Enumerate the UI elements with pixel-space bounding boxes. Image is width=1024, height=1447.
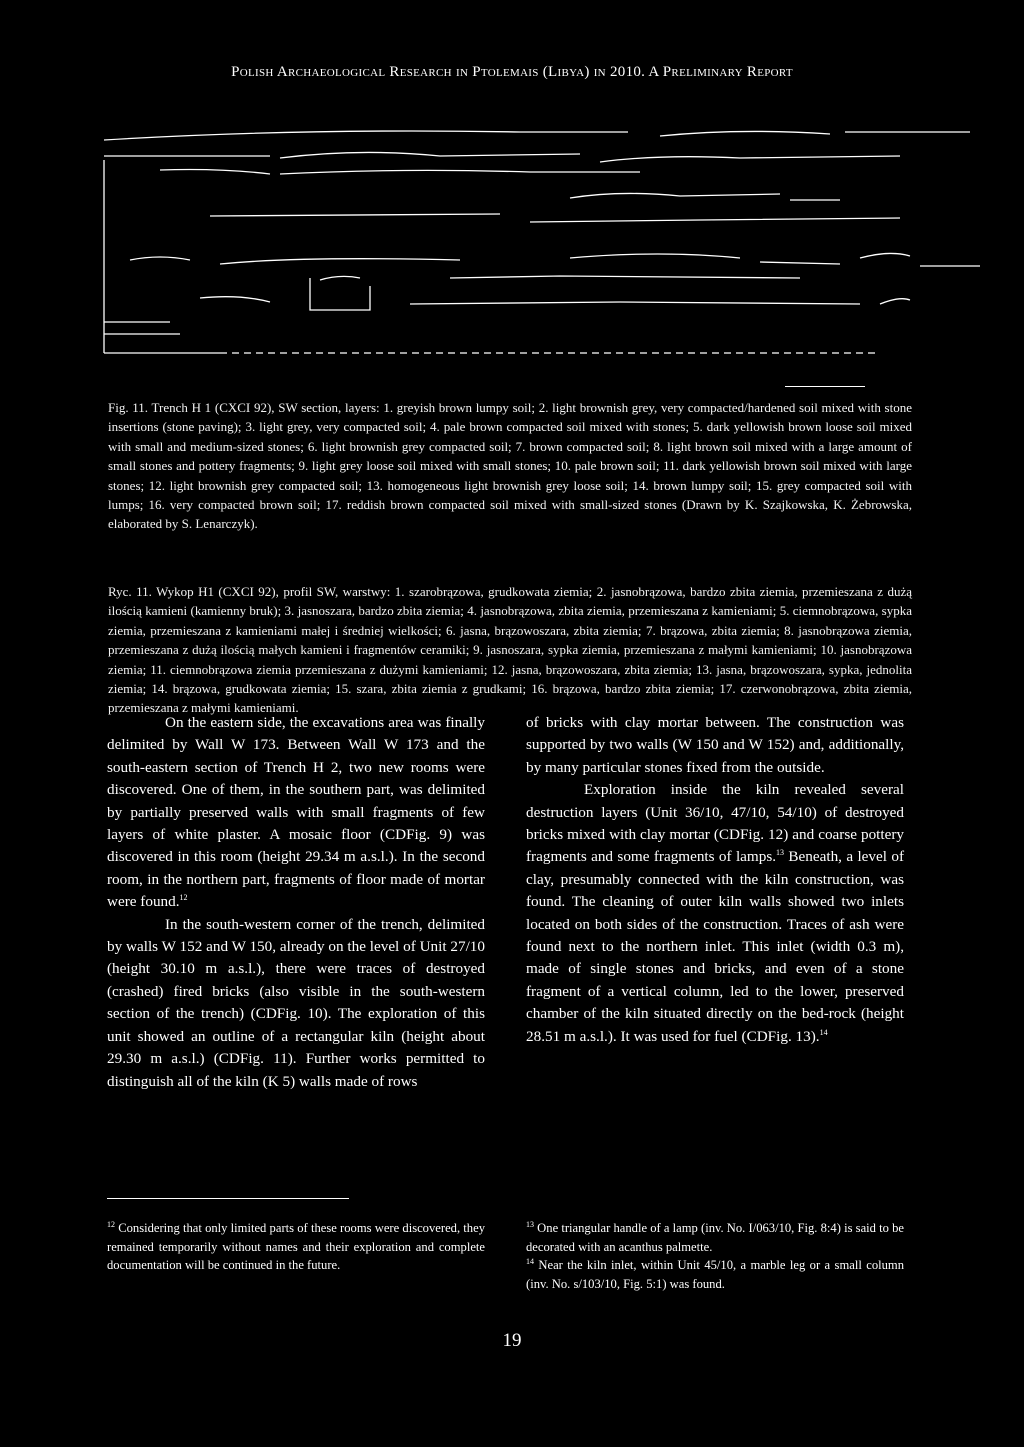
figure-caption-polish: Ryc. 11. Wykop H1 (CXCI 92), profil SW, warstwy: 1. szarobrązowa, grudkowata ziemia; 2. jasnobrązowa, bardzo zbita ziemia, przemieszana z dużą ilością kamieni (kamienny bruk); 3. jasnoszara, bardzo zbita ziemia; 4. jasnobrązowa, zbita ziemia, przemieszana z kamieniami; 5. ciemnobrązowa, sypka ziemia, przemieszana z kamieniami małej i średniej wielkości; 6. jasna, brązowoszara, zbita ziemia; 7. brązowa, zbita ziemia; 8. jasnobrązowa ziemia, przemieszana z dużą ilością małych kamieni i fragmentów ceramiki; 9. jasnoszara, sypka ziemia, przemieszana z małymi kamieniami; 10. jasnobrązowa ziemia; 11. ciemnobrązowa ziemia przemieszana z dużymi kamieniami; 12. jasna, brązowoszara, zbita ziemia; 13. jasna, brązowoszara, sypka, jednolita ziemia; 14. brązowa, grudkowata ziemia; 15. szara, zbita ziemia z grudkami; 16. brązowa, bardzo zbita ziemia; 17. czerwonobrązowa, zbita ziemia, przemieszana z małymi kamieniami. bbox=[108, 584, 912, 716]
paragraph-text-b: Beneath, a level of clay, presumably connected with the kiln construction, was found. The cleaning of outer kiln walls showed two inlets located on both sides of the construction. Traces of ash were found next to the northern inlet. This inlet (width 0.3 m), made of single stones and bricks, and even of a stone fragment of a vertical column, led to the lower, preserved chamber of the kiln situated directly on the bed-rock (height 28.51 m a.s.l.). It was used for fuel (CDFig. 13). bbox=[526, 848, 905, 1045]
footnotes-right bbox=[526, 1219, 904, 1293]
paragraph-text-a: Exploration inside the kiln revealed several destruction layers (Unit 36/10, 47/10, 54/10) of destroyed bricks mixed with clay mortar (CDFig. 12) and coarse pottery fragments and some fragments of lamps. bbox=[526, 781, 904, 866]
footnote-text: Considering that only limited parts of these rooms were discovered, they remained temporarily without names and their exploration and complete documentation will be continued in the future. bbox=[107, 1221, 485, 1273]
page-number: 19 bbox=[502, 1330, 522, 1351]
footnote-mark: 13 bbox=[526, 1219, 534, 1229]
figure-caption-english: Fig. 11. Trench H 1 (CXCI 92), SW section, layers: 1. greyish brown lumpy soil; 2. light brownish grey, very compacted/hardened soil mixed with stone insertions (stone paving); 3. light grey, very compacted soil; 4. pale brown compacted soil mixed with stones; 5. dark yellowish brown loose soil mixed with small and medium-sized stones; 6. light brownish grey compacted soil; 7. brown compacted soil; 8. light brown soil mixed with a large amount of small stones and pottery fragments; 9. light grey loose soil mixed with small stones; 10. pale brown soil; 11. dark yellowish brown soil mixed with large stones; 12. light brownish grey compacted soil; 13. homogeneous light brownish grey loose soil; 14. brown lumpy soil; 15. grey compacted soil with lumps; 16. very compacted brown soil; 17. reddish brown compacted soil mixed with small-sized stones (Drawn by K. Szajkowska, K. Żebrowska, elaborated by S. Lenarczyk). bbox=[108, 400, 912, 532]
paragraph-kiln-exploration bbox=[526, 779, 904, 1048]
footnote-ref-12: 12 bbox=[179, 893, 188, 903]
footnote-13 bbox=[526, 1219, 904, 1256]
caption-rule bbox=[785, 386, 865, 387]
footnote-ref-14: 14 bbox=[819, 1027, 828, 1037]
footnotes-left bbox=[107, 1219, 485, 1275]
trench-section-drawing bbox=[100, 118, 980, 368]
paragraph-text: On the eastern side, the excavations area was finally delimited by Wall W 173. Between Wall W 173 and the south-eastern section of Trench H 2, two new rooms were discovered. One of them, in the southern part, was delimited by partially preserved walls with small fragments of few layers of white plaster. A mosaic floor (CDFig. 9) was discovered in this room (height 29.34 m a.s.l.). In the second room, in the northern part, fragments of floor made of mortar were found. bbox=[107, 714, 485, 911]
running-head: Polish Archaeological Research in Ptolemais (Libya) in 2010. A Preliminary Report bbox=[231, 64, 793, 80]
footnote-14 bbox=[526, 1256, 904, 1293]
footnote-rule bbox=[107, 1198, 349, 1199]
footnote-text: One triangular handle of a lamp (inv. No. I/063/10, Fig. 8:4) is said to be decorated with an acanthus palmette. bbox=[526, 1221, 904, 1254]
section-drawing-svg bbox=[100, 118, 980, 368]
footnote-ref-13: 13 bbox=[776, 848, 785, 858]
footnote-mark: 14 bbox=[526, 1257, 534, 1266]
footnote-mark: 12 bbox=[107, 1219, 115, 1229]
paragraph-south-western-corner: In the south-western corner of the trench, delimited by walls W 152 and W 150, already on the level of Unit 27/10 (height 30.10 m a.s.l.), there were traces of destroyed (crashed) fired bricks (also visible in the south-western section of the trench) (CDFig. 10). The exploration of this unit showed an outline of a rectangular kiln (height about 29.30 m a.s.l.) (CDFig. 11). Further works permitted to distinguish all of the kiln (K 5) walls made of rows bbox=[107, 915, 485, 1090]
footnote-12 bbox=[107, 1219, 485, 1275]
paragraph-kiln-construction: of bricks with clay mortar between. The construction was supported by two walls (W 150 and W 152) and, additionally, by many particular stones fixed from the outside. bbox=[526, 714, 904, 776]
body-column-left bbox=[107, 712, 485, 1093]
paragraph-eastern-side bbox=[107, 712, 485, 914]
body-column-right bbox=[526, 712, 904, 1048]
footnote-text: Near the kiln inlet, within Unit 45/10, a marble leg or a small column (inv. No. s/103/10, Fig. 5:1) was found. bbox=[526, 1258, 904, 1291]
